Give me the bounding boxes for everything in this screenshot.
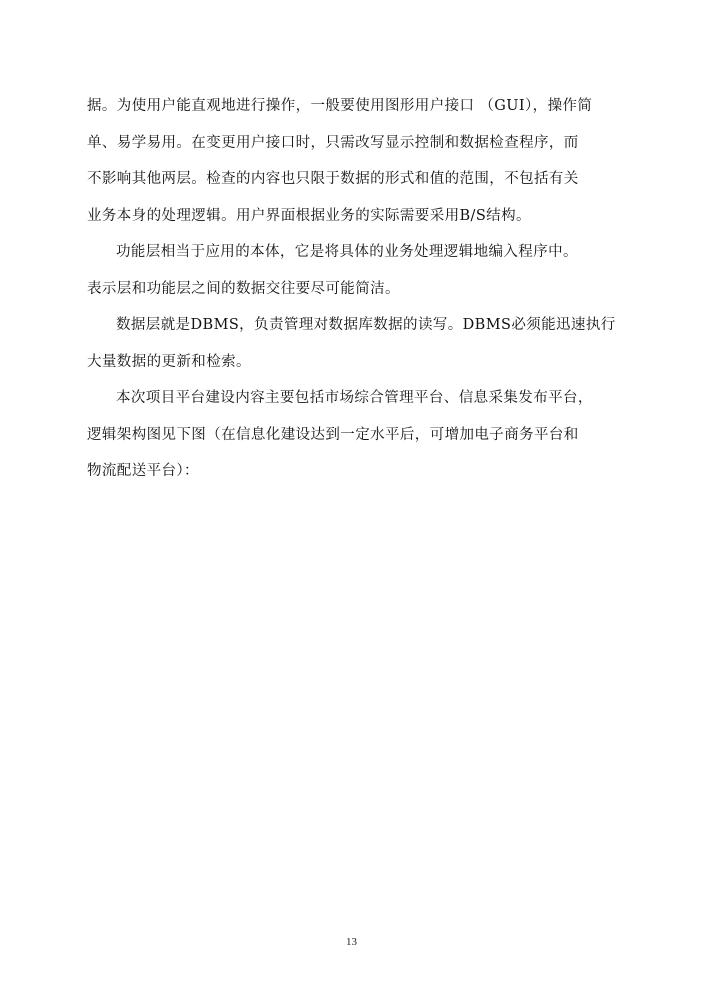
- text-line: 逻辑架构图见下图（在信息化建设达到一定水平后，可增加电子商务平台和: [87, 426, 579, 443]
- text-line: 不影响其他两层。检查的内容也只限于数据的形式和值的范围，不包括有关: [87, 171, 579, 187]
- text-line: 业务本身的处理逻辑。用户界面根据业务的实际需要采用B/S结构。: [87, 207, 531, 224]
- text-line: 据。为使用户能直观地进行操作，一般要使用图形用户接口 （GUI），操作简: [87, 98, 593, 114]
- paragraph-first-line: 功能层相当于应用的本体，它是将具体的业务处理逻辑地编入程序中。: [116, 244, 578, 260]
- text-line: 物流配送平台）：: [87, 463, 199, 479]
- paragraph-first-line: 本次项目平台建设内容主要包括市场综合管理平台、信息采集发布平台，: [116, 390, 593, 406]
- text-line: 表示层和功能层之间的数据交往要尽可能简洁。: [87, 280, 400, 297]
- text-line: 大量数据的更新和检索。: [87, 353, 251, 370]
- page-number: 13: [346, 936, 357, 948]
- text-line: 单、易学易用。在变更用户接口时，只需改写显示控制和数据检查程序，而: [87, 134, 579, 151]
- paragraph-first-line: 数据层就是DBMS，负责管理对数据库数据的读写。DBMS必须能迅速执行: [116, 317, 616, 333]
- body-text: [87, 88, 643, 490]
